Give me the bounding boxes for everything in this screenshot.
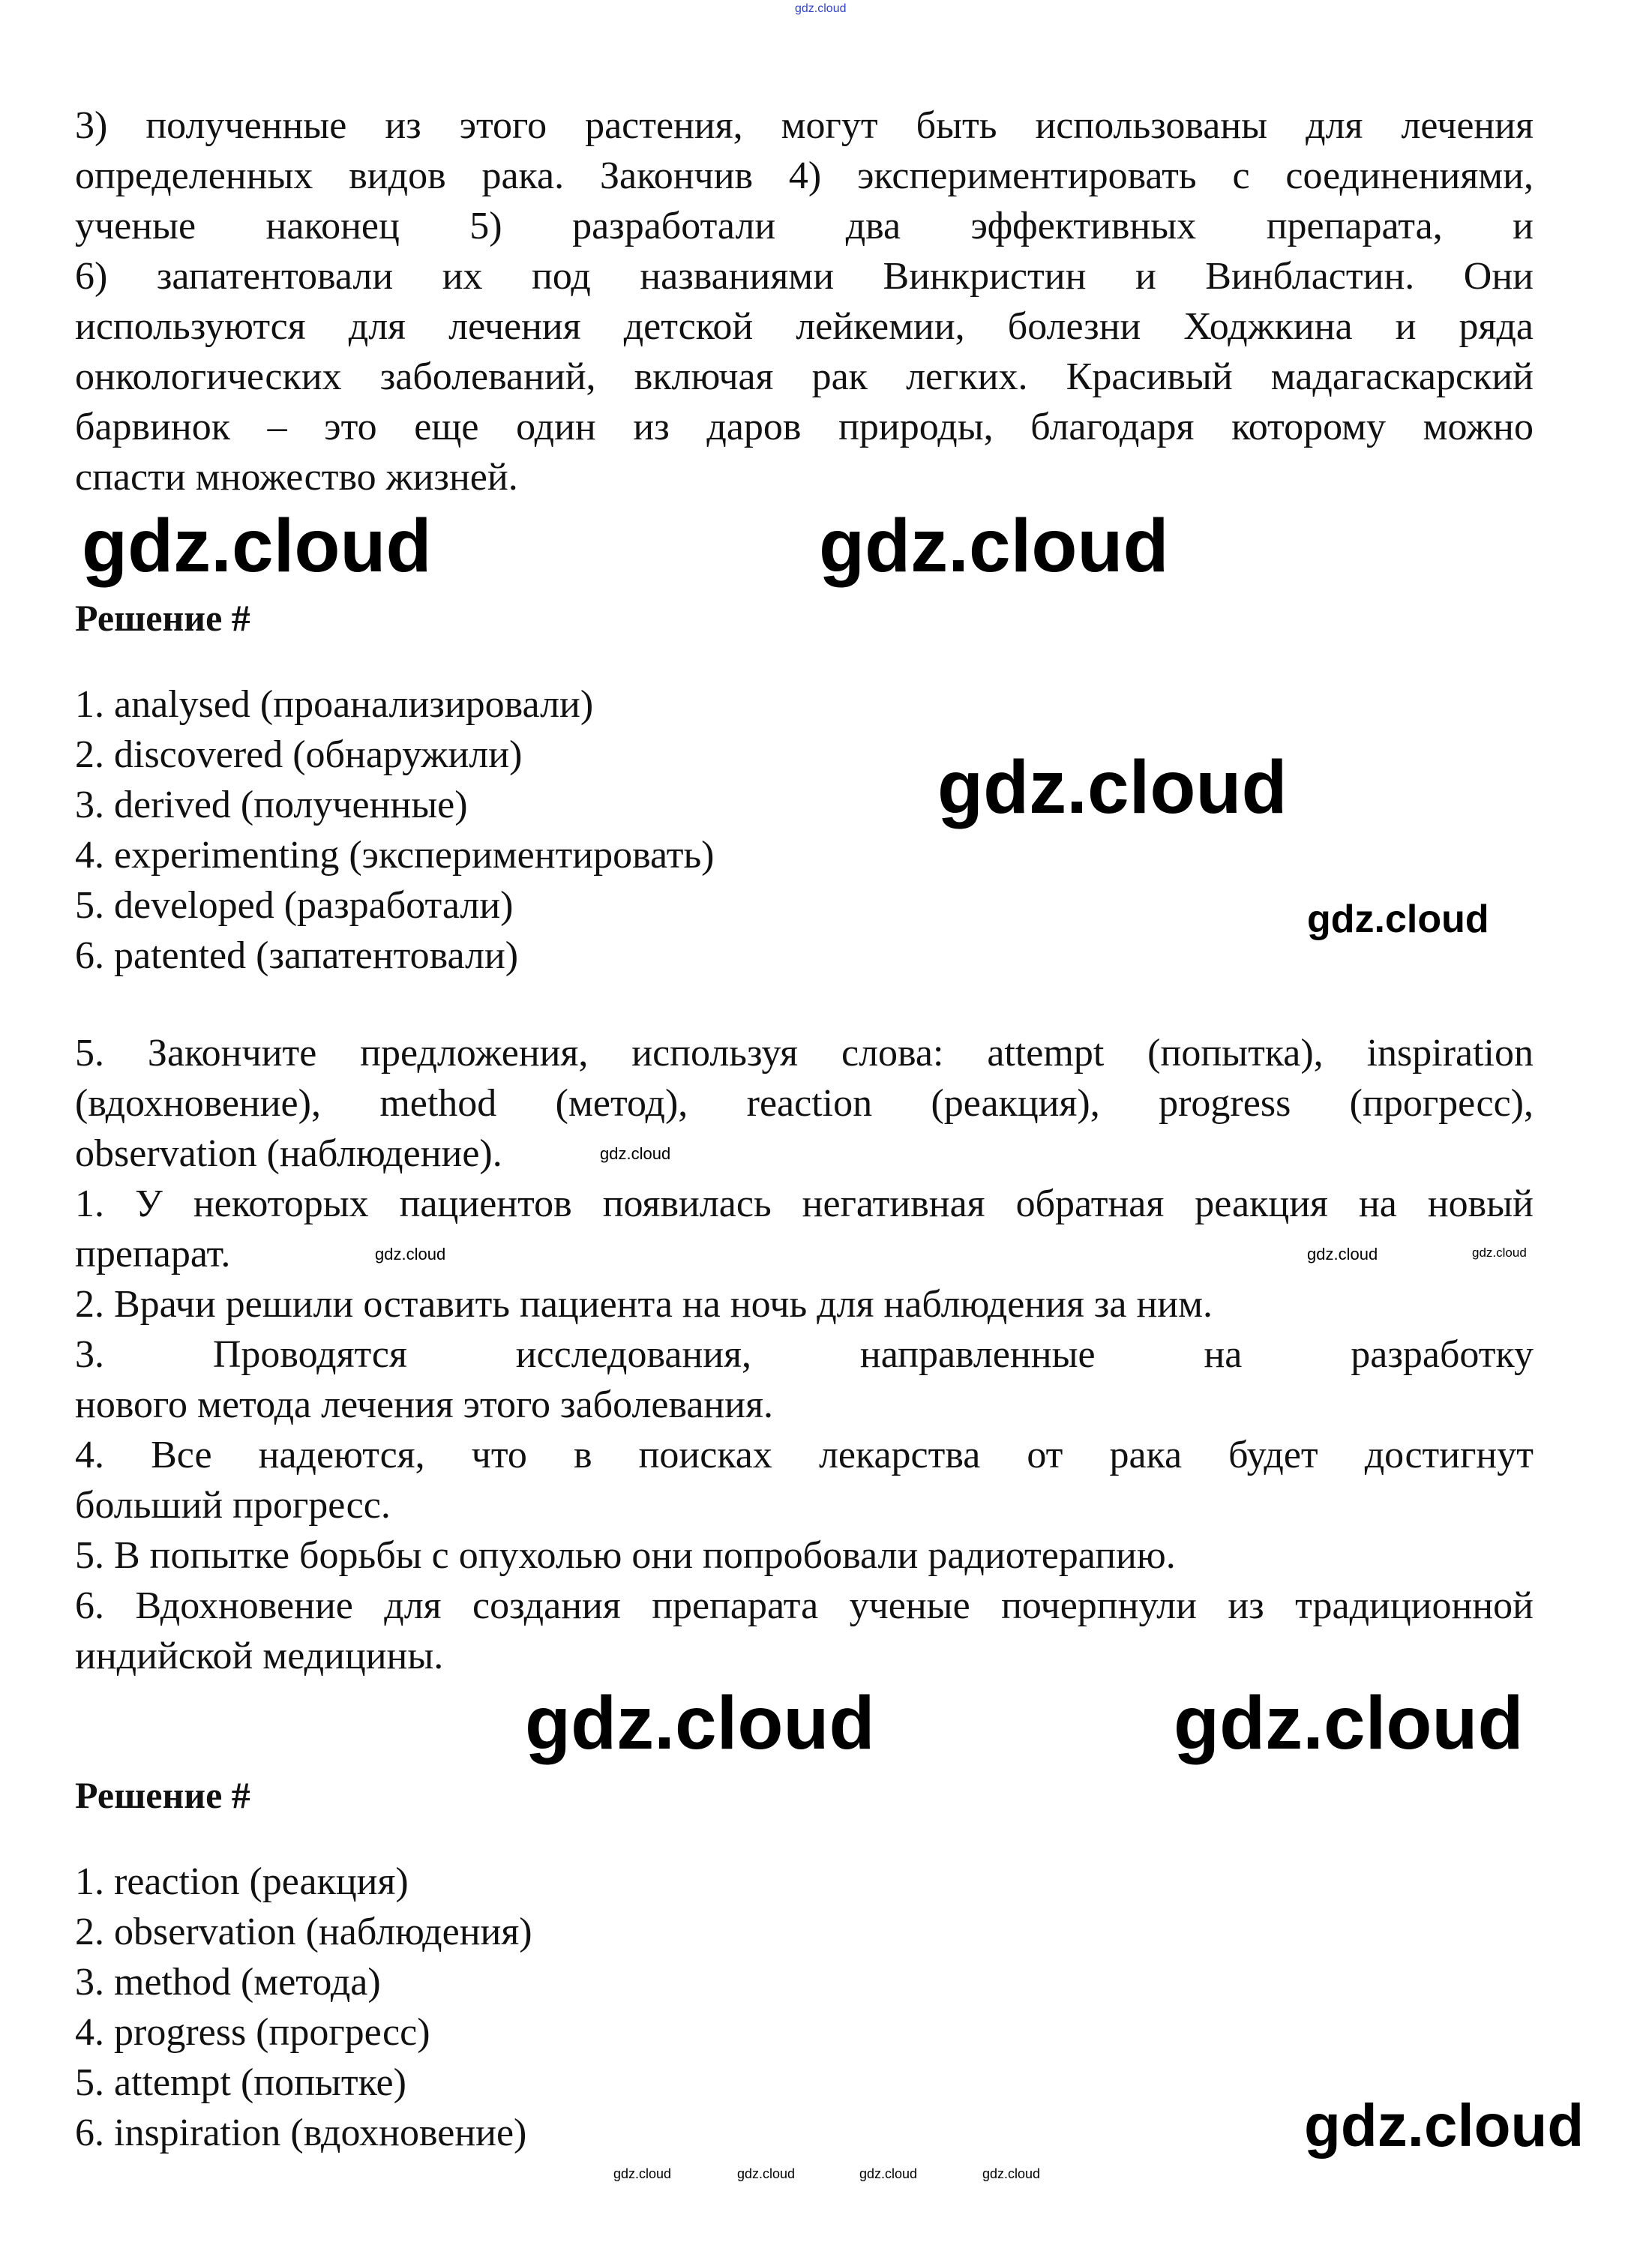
text-line: 2. discovered (обнаружили) (75, 733, 523, 776)
text-line: 6) запатентовали их под названиями Винкристин и Винбластин. Они (75, 255, 1534, 298)
text-line: 4. progress (прогресс) (75, 2011, 430, 2054)
text-line: 4. experimenting (экспериментировать) (75, 834, 715, 877)
watermark: gdz.cloud (82, 504, 432, 588)
text-line: (вдохновение), method (метод), reaction (реакция), progress (прогресс), (75, 1082, 1534, 1125)
top-watermark: gdz.cloud (795, 2, 847, 15)
text-line: спасти множество жизней. (75, 456, 518, 499)
watermark: gdz.cloud (1174, 1681, 1524, 1765)
text-line: 1. analysed (проанализировали) (75, 683, 594, 726)
watermark: gdz.cloud (600, 1144, 671, 1163)
solution-heading: Решение # (75, 1774, 250, 1816)
text-line: препарат. (75, 1233, 231, 1275)
text-line: ученые наконец 5) разработали два эффективных препарата, и (75, 205, 1534, 247)
text-line: 4. Все надеются, что в поисках лекарства от рака будет достигнут (75, 1434, 1534, 1476)
text-line: 5. developed (разработали) (75, 884, 514, 927)
watermark: gdz.cloud (1307, 1245, 1378, 1263)
watermark: gdz.cloud (525, 1681, 875, 1765)
watermark: gdz.cloud (1472, 1245, 1527, 1260)
paragraph-continuation (75, 100, 1534, 502)
watermark: gdz.cloud (859, 2166, 918, 2181)
text-line: 3) полученные из этого растения, могут быть использованы для лечения (75, 104, 1534, 147)
watermark: gdz.cloud (982, 2166, 1041, 2181)
text-line: используются для лечения детской лейкемии, болезни Ходжкина и ряда (75, 305, 1534, 348)
text-line: индийской медицины. (75, 1635, 444, 1677)
text-line: observation (наблюдение). (75, 1132, 502, 1175)
text-line: 3. derived (полученные) (75, 784, 468, 826)
text-line: барвинок – это еще один из даров природы, благодаря которому можно (75, 406, 1534, 448)
watermark: gdz.cloud (937, 745, 1288, 829)
text-line: 2. observation (наблюдения) (75, 1911, 532, 1953)
text-line: 6. patented (запатентовали) (75, 934, 519, 977)
text-line: 1. У некоторых пациентов появилась негативная обратная реакция на новый (75, 1182, 1534, 1225)
watermark: gdz.cloud (737, 2166, 796, 2181)
text-line: 1. reaction (реакция) (75, 1860, 409, 1903)
text-line: больший прогресс. (75, 1484, 391, 1527)
solution-heading: Решение # (75, 597, 250, 639)
watermark: gdz.cloud (1307, 898, 1489, 941)
watermark: gdz.cloud (613, 2166, 672, 2181)
text-line: 3. Проводятся исследования, направленные на разработку (75, 1333, 1534, 1376)
text-line: 5. Закончите предложения, используя слова: attempt (попытка), inspiration (75, 1032, 1534, 1075)
text-line: 6. Вдохновение для создания препарата ученые почерпнули из традиционной (75, 1584, 1534, 1627)
text-line: определенных видов рака. Закончив 4) экспериментировать с соединениями, (75, 154, 1534, 197)
exercise-5 (75, 1028, 1534, 1681)
text-line: 5. attempt (попытке) (75, 2061, 406, 2104)
watermark: gdz.cloud (1304, 2092, 1585, 2159)
watermark: gdz.cloud (819, 504, 1169, 588)
text-line: онкологических заболеваний, включая рак легких. Красивый мадагаскарский (75, 355, 1534, 398)
text-line: 6. inspiration (вдохновение) (75, 2112, 527, 2154)
text-line: 3. method (метода) (75, 1961, 381, 2004)
watermark: gdz.cloud (375, 1245, 446, 1263)
text-line: нового метода лечения этого заболевания. (75, 1383, 773, 1426)
text-line: 5. В попытке борьбы с опухолью они попробовали радиотерапию. (75, 1534, 1176, 1577)
text-line: 2. Врачи решили оставить пациента на ночь для наблюдения за ним. (75, 1283, 1213, 1326)
